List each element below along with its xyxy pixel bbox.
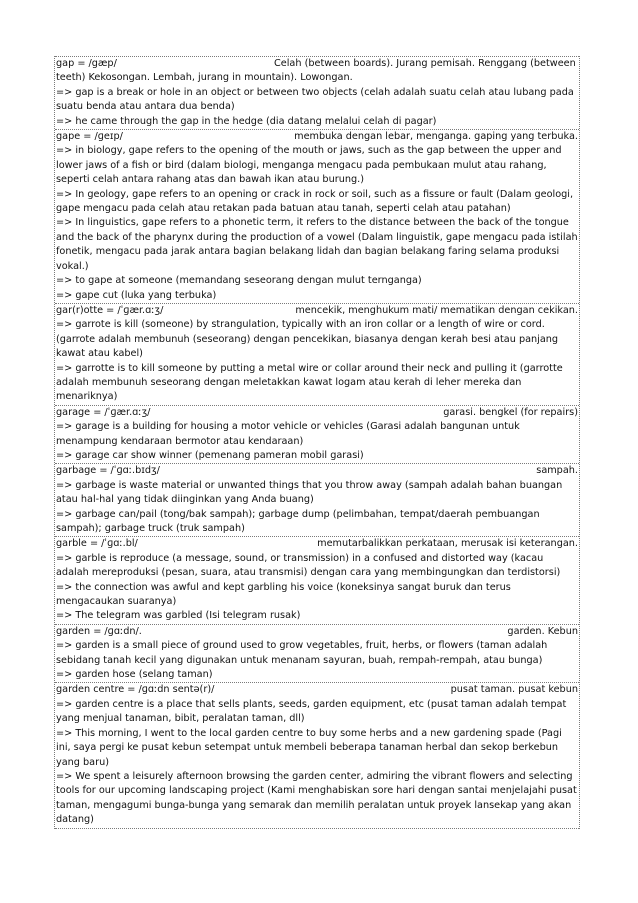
- entry-line: => garbage can/pail (tong/bak sampah); garbage dump (pelimbahan, tempat/daerah pembuangan sampah); garbage truck (truk sampah): [56, 508, 540, 534]
- entry-garden: [55, 624, 579, 683]
- entry-line: => This morning, I went to the local garden centre to buy some herbs and a new gardening spade (Pagi ini, saya pergi ke pusat kebun setempat untuk membeli beberapa tanaman herbal dan sekop berkebun yang baru): [56, 727, 562, 768]
- entry-meaning: pusat taman. pusat kebun: [450, 684, 578, 696]
- vocabulary-document: [54, 56, 580, 829]
- entry-term: garden = /ɡɑːdn/.: [56, 625, 142, 637]
- entry-header: [56, 464, 578, 478]
- entry-line: => gape cut (luka yang terbuka): [56, 289, 217, 301]
- entry-meaning: garden. Kebun: [507, 625, 578, 637]
- entry-header: [56, 304, 578, 318]
- entry-line: => In linguistics, gape refers to a phonetic term, it refers to the distance between the back of the tongue and the back of the pharynx during the production of a vowel (Dalam linguistik, gape mengacu pada istilah fonetik, mengacu pada jarak antara bagian belakang lidah dan bagian belakang faring selama produksi vokal.): [56, 217, 578, 272]
- entry-term: garbage = /ˈɡɑː.bɪdʒ/: [56, 465, 160, 477]
- entry-meaning: Celah (between boards). Jurang pemisah. Renggang (between teeth) Kekosongan. Lembah, jurang in mountain). Lowongan.: [56, 58, 576, 84]
- entry-line: => he came through the gap in the hedge (dia datang melalui celah di pagar): [56, 115, 437, 127]
- entry-line: => garden centre is a place that sells plants, seeds, garden equipment, etc (pusat taman adalah tempat yang menjual tanaman, bibit, peralatan taman, dll): [56, 698, 567, 725]
- entry-line: => garble is reproduce (a message, sound, or transmission) in a confused and distorted way (kacau adalah mereproduksi (pesan, suara, atau transmisi) dengan cara yang membingungkan dan terdistorsi): [56, 552, 561, 579]
- entry-header: [56, 625, 578, 639]
- entry-line: => We spent a leisurely afternoon browsing the garden center, admiring the vibrant flowers and selecting tools for our upcoming landscaping project (Kami menghabiskan sore hari dengan santai menjelajahi pusat taman, mengagumi bunga-bunga yang semarak dan memilih peralatan untuk proyek lansekap yang akan datang): [56, 770, 577, 826]
- entry-garble: [55, 536, 579, 623]
- entry-gap: [55, 56, 579, 129]
- entry-line: => The telegram was garbled (Isi telegram rusak): [56, 610, 301, 622]
- entry-header: [56, 537, 578, 551]
- entry-term: gap = /gæp/: [56, 58, 117, 69]
- entry-meaning: sampah.: [536, 465, 578, 477]
- entry-line: => garrote is kill (someone) by strangulation, typically with an iron collar or a length of wire or cord. (garrote adalah membunuh (seseorang) dengan pencekikan, biasanya dengan kerah besi atau panjang kawat atau kabel): [56, 319, 559, 360]
- entry-term: garden centre = /ɡɑːdn sentə(r)/: [56, 684, 215, 696]
- entry-line: => in biology, gape refers to the opening of the mouth or jaws, such as the gap between the upper and lower jaws of a fish or bird (dalam biologi, menganga mengacu pada pembukaan mulut atau rahang, seperti celah antara rahang atas dan bawah ikan atau burung.): [56, 145, 562, 186]
- entry-line: => to gape at someone (memandang seseorang dengan mulut ternganga): [56, 275, 422, 287]
- entry-line: => garage car show winner (pemenang pameran mobil garasi): [56, 449, 364, 461]
- entry-header: [56, 683, 578, 697]
- entry-gape: [55, 129, 579, 303]
- entry-header: [56, 406, 578, 420]
- entry-header: [56, 57, 578, 86]
- entry-garage: [55, 405, 579, 464]
- entry-line: => garbage is waste material or unwanted things that you throw away (sampah adalah bahan buangan atau hal-hal yang tidak diinginkan yang Anda buang): [56, 479, 563, 506]
- entry-line: => garden hose (selang taman): [56, 669, 213, 681]
- entry-garrotte: [55, 303, 579, 405]
- entry-meaning: memutarbalikkan perkataan, merusak isi keterangan.: [317, 538, 578, 550]
- entry-meaning: mencekik, menghukum mati/ mematikan dengan cekikan.: [295, 304, 578, 316]
- entry-line: => garden is a small piece of ground used to grow vegetables, fruit, herbs, or flowers (taman adalah sebidang tanah kecil yang digunakan untuk menanam sayuran, buah, rempah-rempah, atau bunga): [56, 640, 548, 666]
- entry-line: => the connection was awful and kept garbling his voice (koneksinya sangat buruk dan terus mengacaukan suaranya): [56, 581, 511, 608]
- entry-term: garage = /ˈɡær.ɑːʒ/: [56, 406, 151, 418]
- entry-term: gape = /ɡeɪp/: [56, 131, 123, 143]
- entry-line: => In geology, gape refers to an opening or crack in rock or soil, such as a fissure or fault (Dalam geologi, gape mengacu pada celah atau retakan pada batuan atau tanah, seperti celah atau patahan): [56, 188, 574, 215]
- entry-meaning: garasi. bengkel (for repairs): [443, 406, 578, 418]
- entry-term: gar(r)otte = /ˈɡær.ɑːʒ/: [56, 304, 164, 316]
- entry-line: => garage is a building for housing a motor vehicle or vehicles (Garasi adalah bangunan untuk menampung kendaraan bermotor atau kendaraan): [56, 421, 520, 447]
- entry-line: => gap is a break or hole in an object or between two objects (celah adalah suatu celah atau lubang pada suatu benda atau antara dua benda): [56, 86, 574, 113]
- entry-meaning: membuka dengan lebar, menganga. gaping yang terbuka.: [294, 131, 578, 143]
- entry-garbage: [55, 463, 579, 536]
- entry-garden-centre: [55, 682, 579, 828]
- entry-line: => garrotte is to kill someone by putting a metal wire or collar around their neck and pulling it (garrotte adalah membunuh seseorang dengan meletakkan kawat logam atau kerah di leher mereka dan menariknya): [56, 362, 563, 403]
- entry-term: garble = /ˈɡɑː.bl/: [56, 538, 138, 550]
- entry-header: [56, 130, 578, 144]
